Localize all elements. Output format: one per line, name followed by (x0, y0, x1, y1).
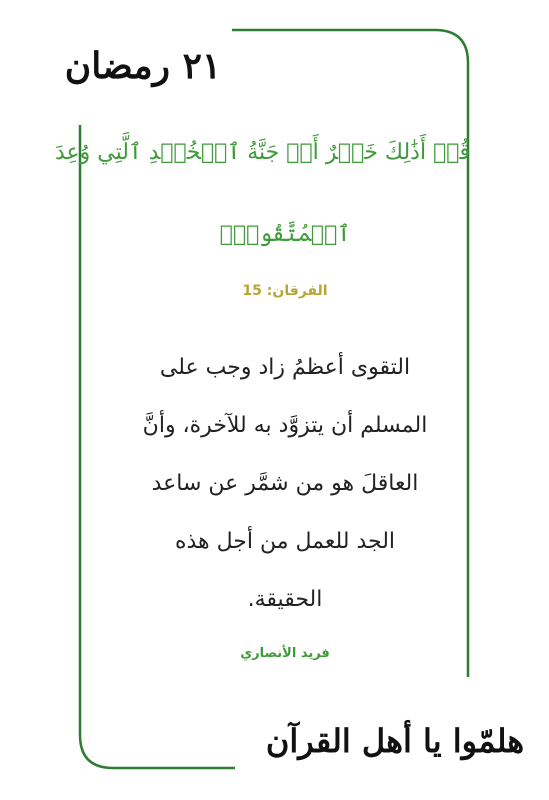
verse-reference: الفرقان: 15 (242, 283, 328, 299)
footer-title: هلمّوا يا أهل القرآن (265, 722, 525, 760)
quote-line-5: الحقيقة. (247, 587, 323, 612)
crescent-moon-icon (4, 28, 66, 90)
quote-line-1: التقوى أعظمُ زاد وجب على (159, 355, 411, 380)
verse-line-2: ٱلۡمُتَّقُونَۚ (219, 222, 351, 247)
quote-author: فريد الأنصاري (240, 646, 330, 661)
ramadan-day-label: ٢١ رمضان (64, 45, 222, 87)
quote-line-3: العاقلَ هو من شمَّر عن ساعد (151, 471, 419, 496)
verse-line-1: قُلۡ أَذَٰلِكَ خَيۡرٌ أَمۡ جَنَّةُ ٱلۡخُلۡدِ ٱلَّتِي وُعِدَ (54, 140, 470, 165)
quote-line-4: الجد للعمل من أجل هذه (174, 529, 396, 554)
quote-line-2: المسلم أن يتزوَّد به للآخرة، وأنَّ (142, 413, 428, 438)
